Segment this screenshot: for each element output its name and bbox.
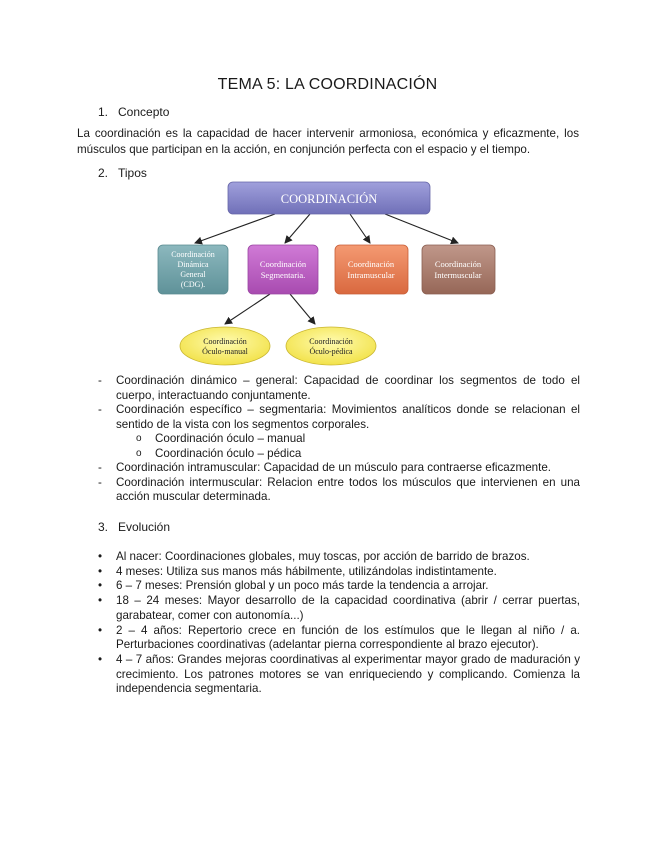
list-item: • 4 meses: Utiliza sus manos más hábilmente, utilizándolas indistintamente. (98, 564, 497, 578)
svg-text:Segmentaria.: Segmentaria. (260, 270, 306, 280)
diagram-node-intermuscular (422, 245, 495, 294)
list-item: - Coordinación específico – segmentaria: Movimientos analíticos donde se relacionan el sentido de la vista con los segmentos corporales. (98, 403, 580, 431)
bullet-icon: • (98, 594, 103, 608)
svg-text:Óculo-pédica: Óculo-pédica (309, 347, 353, 356)
bullet-icon: • (98, 564, 103, 578)
svg-text:General: General (180, 270, 206, 279)
list-item: • 2 – 4 años: Repertorio crece en función de los estímulos que le llegan al niño / a. Perturbaciones coordinativas (adelantar pierna correspondiente al brazo ejecutor). (98, 623, 580, 652)
svg-text:Dinámica: Dinámica (177, 260, 209, 269)
arrow-segmentaria-to-oculo-pedica (290, 294, 315, 324)
concepto-paragraph: La coordinación es la capacidad de hacer intervenir armoniosa, económica y eficazmente, los músculos que participan en la acción, en conjunción perfecta con el espacio y el tiempo. (77, 127, 579, 156)
list-item: • Al nacer: Coordinaciones globales, muy toscas, por acción de barrido de brazos. (98, 550, 530, 563)
tipos-list (98, 374, 580, 505)
svg-text:Coordinación: Coordinación (309, 337, 353, 346)
diagram-node-intramuscular (335, 245, 408, 294)
arrow-root-to-segmentaria (285, 214, 310, 243)
evolucion-list (98, 550, 580, 697)
svg-text:Intramuscular: Intramuscular (347, 270, 395, 280)
diagram-node-oculo-manual (180, 327, 270, 365)
diagram-node-oculo-pedica (286, 327, 376, 365)
svg-text:COORDINACIÓN: COORDINACIÓN (280, 192, 378, 206)
list-item: - Coordinación dinámico – general: Capacidad de coordinar los segmentos de todo el cuerpo, interactuando conjuntamente. (98, 374, 580, 402)
list-item: • 4 – 7 años: Grandes mejoras coordinativas al experimentar mayor grado de maduración y crecimiento. Los patrones motores se van enriqueciendo y complicando. Comienza la independencia segmentaria. (98, 652, 580, 696)
coordination-diagram (150, 178, 510, 370)
svg-text:Coordinación: Coordinación (171, 250, 215, 259)
arrow-root-to-cdg (195, 214, 275, 243)
bullet-icon: • (98, 652, 103, 666)
list-item: • 6 – 7 meses: Prensión global y un poco más tarde la tendencia a arrojar. (98, 579, 489, 593)
svg-text:Óculo-manual: Óculo-manual (202, 347, 248, 356)
svg-text:Coordinación: Coordinación (259, 259, 307, 269)
list-item: - Coordinación intermuscular: Relacion entre todos los músculos que intervienen en una acción muscular determinada. (98, 475, 580, 503)
list-item: - Coordinación intramuscular: Capacidad de un músculo para contraerse eficazmente. (98, 461, 551, 474)
page-title: TEMA 5: LA COORDINACIÓN (217, 76, 438, 93)
bullet-icon: • (98, 623, 103, 637)
diagram-node-segmentaria (248, 245, 318, 294)
sub-list-item: o Coordinación óculo – pédica (136, 446, 302, 460)
svg-text:Coordinación: Coordinación (203, 337, 247, 346)
arrow-root-to-intramuscular (350, 214, 370, 243)
list-item: • 18 – 24 meses: Mayor desarrollo de la capacidad coordinativa (abrir / cerrar puertas, garabatear, comer con autonomía...) (98, 594, 580, 622)
svg-text:Intermuscular: Intermuscular (434, 270, 482, 280)
section-heading-evolucion: 3. Evolución (98, 520, 171, 534)
section-heading-concepto: 1. Concepto (98, 105, 170, 119)
arrow-segmentaria-to-oculo-manual (225, 294, 270, 324)
diagram-root-node (228, 182, 430, 214)
bullet-icon: • (98, 550, 103, 563)
arrow-root-to-intermuscular (385, 214, 458, 243)
svg-text:(CDG).: (CDG). (180, 280, 206, 289)
svg-text:Coordinación: Coordinación (434, 259, 482, 269)
bullet-icon: • (98, 579, 103, 593)
section-heading-tipos: 2. Tipos (98, 166, 147, 180)
sub-list-item: o Coordinación óculo – manual (136, 432, 306, 445)
svg-text:Coordinación: Coordinación (347, 259, 395, 269)
diagram-node-cdg (158, 245, 228, 294)
